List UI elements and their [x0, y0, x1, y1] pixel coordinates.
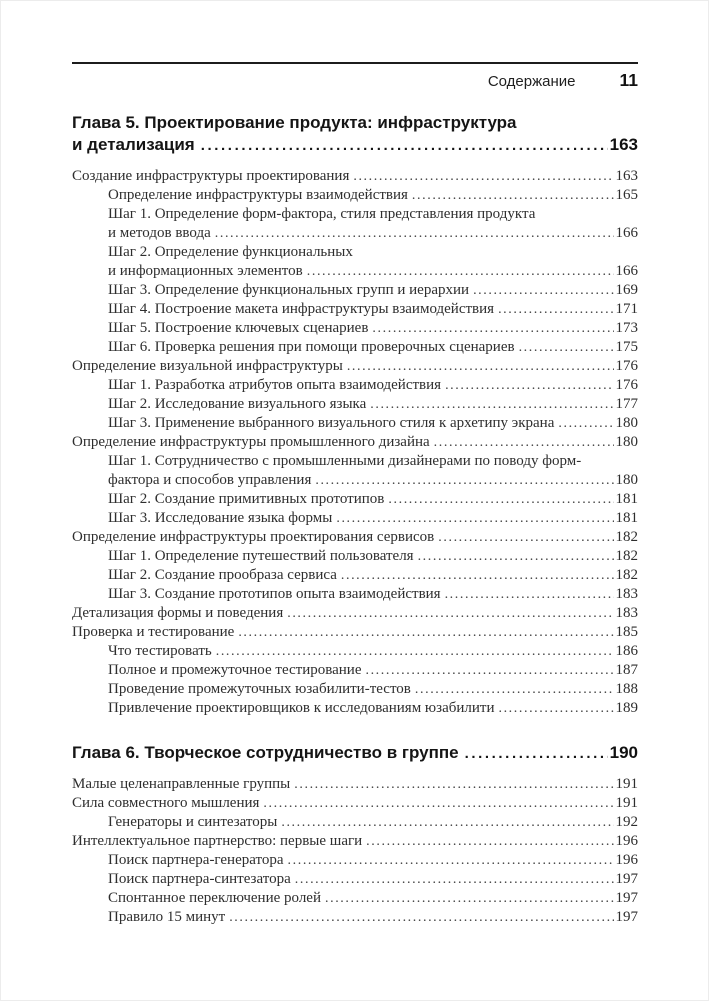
toc-entry [72, 585, 638, 604]
chapter-title-line [72, 742, 638, 765]
toc-entry-text: Определение инфраструктуры проектирования сервисов [72, 529, 435, 545]
toc-entry-page-number: 187 [615, 662, 638, 678]
chapter-title [72, 742, 638, 765]
page-content [72, 62, 638, 927]
chapter-title-text: Глава 6. Творческое сотрудничество в группе [72, 743, 459, 762]
toc-entry-page-number: 181 [615, 491, 638, 507]
chapter-title [72, 112, 638, 157]
toc-body [72, 112, 638, 927]
dot-leader [388, 490, 613, 509]
toc-entry [72, 528, 638, 547]
toc-entry-text: Шаг 1. Сотрудничество с промышленными дизайнерами по поводу форм- [108, 453, 582, 469]
toc-entry-text: Проверка и тестирование [72, 624, 235, 640]
chapter-title-text: и детализация [72, 135, 195, 154]
toc-entry-line [108, 281, 638, 300]
toc-entry-page-number: 173 [615, 320, 638, 336]
dot-leader [341, 566, 614, 585]
toc-entry-page-number: 197 [615, 871, 638, 887]
toc-entry-page-number: 177 [615, 396, 638, 412]
toc-entry-text: Сила совместного мышления [72, 795, 260, 811]
dot-leader [438, 528, 613, 547]
toc-entry-text: Полное и промежуточное тестирование [108, 662, 362, 678]
dot-leader [288, 851, 614, 870]
toc-entry-text: Шаг 6. Проверка решения при помощи проверочных сценариев [108, 339, 515, 355]
toc-entry-line [108, 490, 638, 509]
toc-entry [72, 395, 638, 414]
toc-entry-text: Генераторы и синтезаторы [108, 814, 278, 830]
dot-leader [229, 908, 613, 927]
running-header-title: Содержание [487, 73, 576, 90]
toc-entry [72, 186, 638, 205]
toc-entry-page-number: 181 [615, 510, 638, 526]
toc-entry-text: Спонтанное переключение ролей [108, 890, 321, 906]
toc-entry-page-number: 182 [615, 548, 638, 564]
toc-entry [72, 281, 638, 300]
toc-entry-line [108, 300, 638, 319]
toc-entry-line [108, 376, 638, 395]
toc-entry-page-number: 191 [615, 795, 638, 811]
dot-leader [238, 623, 613, 642]
toc-entry-text: Шаг 1. Определение форм-фактора, стиля представления продукта [108, 206, 536, 222]
toc-entry [72, 300, 638, 319]
dot-leader [315, 471, 613, 490]
toc-entry-page-number: 189 [615, 700, 638, 716]
toc-entry-page-number: 182 [615, 529, 638, 545]
toc-entry [72, 889, 638, 908]
toc-entry-line [108, 205, 638, 224]
toc-entry-page-number: 197 [615, 909, 638, 925]
dot-leader [445, 585, 614, 604]
dot-leader [370, 395, 613, 414]
dot-leader [558, 414, 613, 433]
dot-leader [353, 167, 613, 186]
dot-leader [498, 699, 613, 718]
toc-entry-text: Шаг 1. Определение путешествий пользователя [108, 548, 414, 564]
toc-entries [72, 167, 638, 718]
toc-entry [72, 908, 638, 927]
toc-entry-line [108, 547, 638, 566]
dot-leader [307, 262, 614, 281]
toc-entry-line [108, 395, 638, 414]
toc-entry [72, 357, 638, 376]
toc-entry-line [72, 433, 638, 452]
dot-leader [519, 338, 614, 357]
toc-entry-line [72, 775, 638, 794]
toc-entry-line [108, 224, 638, 243]
dot-leader [281, 813, 613, 832]
toc-entry [72, 433, 638, 452]
toc-entry-line [108, 642, 638, 661]
toc-entry-text: и информационных элементов [108, 263, 303, 279]
toc-entry-text: Шаг 2. Создание прообраза сервиса [108, 567, 337, 583]
dot-leader [201, 134, 608, 157]
toc-entry [72, 680, 638, 699]
toc-entry-page-number: 166 [615, 263, 638, 279]
toc-entry-line [72, 832, 638, 851]
toc-entry-text: Определение инфраструктуры промышленного дизайна [72, 434, 430, 450]
toc-entry-text: и методов ввода [108, 225, 211, 241]
dot-leader [216, 642, 614, 661]
toc-entry-text: Шаг 3. Применение выбранного визуального стиля к архетипу экрана [108, 415, 555, 431]
toc-entry [72, 566, 638, 585]
toc-entry-page-number: 171 [615, 301, 638, 317]
toc-entry-text: Шаг 3. Определение функциональных групп и иерархии [108, 282, 470, 298]
toc-entry-page-number: 180 [615, 434, 638, 450]
toc-entry-line [108, 319, 638, 338]
dot-leader [294, 775, 613, 794]
toc-entry-text: Шаг 2. Создание примитивных прототипов [108, 491, 385, 507]
chapter-section [72, 742, 638, 927]
toc-entry-line [108, 699, 638, 718]
toc-entry-line [72, 357, 638, 376]
dot-leader [287, 604, 613, 623]
toc-entry [72, 509, 638, 528]
toc-entry-text: Поиск партнера-генератора [108, 852, 284, 868]
toc-entry-line [108, 566, 638, 585]
toc-entry-text: Определение визуальной инфраструктуры [72, 358, 343, 374]
toc-entry-line [108, 186, 638, 205]
toc-entry-line [108, 452, 638, 471]
toc-entry-page-number: 180 [615, 472, 638, 488]
toc-entry-page-number: 183 [615, 605, 638, 621]
dot-leader [415, 680, 614, 699]
dot-leader [473, 281, 613, 300]
chapter-title-line [72, 112, 638, 134]
running-header [72, 64, 638, 91]
dot-leader [372, 319, 613, 338]
toc-entry-text: Привлечение проектировщиков к исследованиям юзабилити [108, 700, 495, 716]
toc-entry-text: Определение инфраструктуры взаимодействия [108, 187, 408, 203]
toc-entry [72, 452, 638, 490]
dot-leader [434, 433, 614, 452]
dot-leader [295, 870, 614, 889]
toc-entry-text: Правило 15 минут [108, 909, 226, 925]
toc-entry-page-number: 183 [615, 586, 638, 602]
chapter-section [72, 112, 638, 718]
dot-leader [465, 742, 608, 765]
dot-leader [347, 357, 614, 376]
toc-entry-page-number: 169 [615, 282, 638, 298]
toc-entry-text: Шаг 2. Определение функциональных [108, 244, 353, 260]
chapter-title-line [72, 134, 638, 157]
toc-entry-text: Шаг 5. Построение ключевых сценариев [108, 320, 369, 336]
toc-entry [72, 319, 638, 338]
toc-entry-page-number: 163 [615, 168, 638, 184]
toc-entry [72, 490, 638, 509]
toc-entry-page-number: 192 [615, 814, 638, 830]
toc-entry-text: Проведение промежуточных юзабилити-тестов [108, 681, 411, 697]
toc-entry-line [108, 908, 638, 927]
toc-entry-line [72, 623, 638, 642]
dot-leader [215, 224, 614, 243]
toc-entry-page-number: 197 [615, 890, 638, 906]
toc-entry-line [108, 870, 638, 889]
toc-entry-text: Детализация формы и поведения [72, 605, 284, 621]
toc-entry-text: Что тестировать [108, 643, 212, 659]
toc-entry-page-number: 191 [615, 776, 638, 792]
toc-entry-page-number: 166 [615, 225, 638, 241]
toc-entry-text: Создание инфраструктуры проектирования [72, 168, 350, 184]
toc-entry-page-number: 196 [615, 833, 638, 849]
toc-entry [72, 243, 638, 281]
toc-entry-text: Шаг 3. Исследование языка формы [108, 510, 333, 526]
toc-entry-line [108, 813, 638, 832]
toc-entry-line [108, 338, 638, 357]
toc-entry [72, 414, 638, 433]
toc-entry [72, 338, 638, 357]
toc-entry-line [72, 604, 638, 623]
chapter-page-number: 190 [609, 743, 638, 762]
toc-entry [72, 623, 638, 642]
toc-entry-line [108, 889, 638, 908]
toc-entry [72, 547, 638, 566]
toc-entry-text: Малые целенаправленные группы [72, 776, 291, 792]
toc-entry-line [108, 509, 638, 528]
toc-entry-text: Шаг 3. Создание прототипов опыта взаимодействия [108, 586, 441, 602]
toc-entry [72, 205, 638, 243]
toc-entry-text: фактора и способов управления [108, 472, 312, 488]
toc-entry [72, 813, 638, 832]
toc-entry-line [108, 243, 638, 262]
dot-leader [498, 300, 613, 319]
chapter-title-text: Глава 5. Проектирование продукта: инфраструктура [72, 113, 517, 132]
toc-entry [72, 642, 638, 661]
toc-entry-page-number: 175 [615, 339, 638, 355]
dot-leader [412, 186, 614, 205]
toc-entry [72, 870, 638, 889]
toc-entry-line [108, 851, 638, 870]
toc-entry-text: Шаг 2. Исследование визуального языка [108, 396, 367, 412]
toc-entry-text: Интеллектуальное партнерство: первые шаги [72, 833, 363, 849]
toc-entry-line [72, 167, 638, 186]
toc-entry [72, 661, 638, 680]
toc-entry-page-number: 180 [615, 415, 638, 431]
toc-entry-line [72, 528, 638, 547]
toc-entry [72, 604, 638, 623]
toc-entry-page-number: 186 [615, 643, 638, 659]
toc-entry-line [72, 794, 638, 813]
toc-entry-line [108, 680, 638, 699]
chapter-page-number: 163 [609, 135, 638, 154]
toc-entry [72, 794, 638, 813]
toc-entry-page-number: 176 [615, 358, 638, 374]
toc-entry-page-number: 196 [615, 852, 638, 868]
dot-leader [445, 376, 613, 395]
toc-entry-page-number: 185 [615, 624, 638, 640]
toc-entry [72, 167, 638, 186]
toc-entry-page-number: 165 [615, 187, 638, 203]
toc-entry-page-number: 176 [615, 377, 638, 393]
toc-entry-line [108, 262, 638, 281]
toc-entry-line [108, 585, 638, 604]
dot-leader [365, 661, 613, 680]
toc-entry-line [108, 661, 638, 680]
toc-entries [72, 775, 638, 927]
toc-entry-text: Поиск партнера-синтезатора [108, 871, 291, 887]
running-header-page-number: 11 [619, 70, 638, 90]
dot-leader [366, 832, 613, 851]
toc-entry-line [108, 471, 638, 490]
toc-entry [72, 851, 638, 870]
toc-entry [72, 775, 638, 794]
dot-leader [263, 794, 613, 813]
dot-leader [336, 509, 613, 528]
toc-entry [72, 699, 638, 718]
toc-entry-page-number: 188 [615, 681, 638, 697]
toc-entry [72, 832, 638, 851]
toc-entry-line [108, 414, 638, 433]
toc-entry-text: Шаг 1. Разработка атрибутов опыта взаимодействия [108, 377, 442, 393]
toc-entry-page-number: 182 [615, 567, 638, 583]
dot-leader [325, 889, 614, 908]
dot-leader [418, 547, 614, 566]
toc-entry-text: Шаг 4. Построение макета инфраструктуры взаимодействия [108, 301, 495, 317]
toc-entry [72, 376, 638, 395]
